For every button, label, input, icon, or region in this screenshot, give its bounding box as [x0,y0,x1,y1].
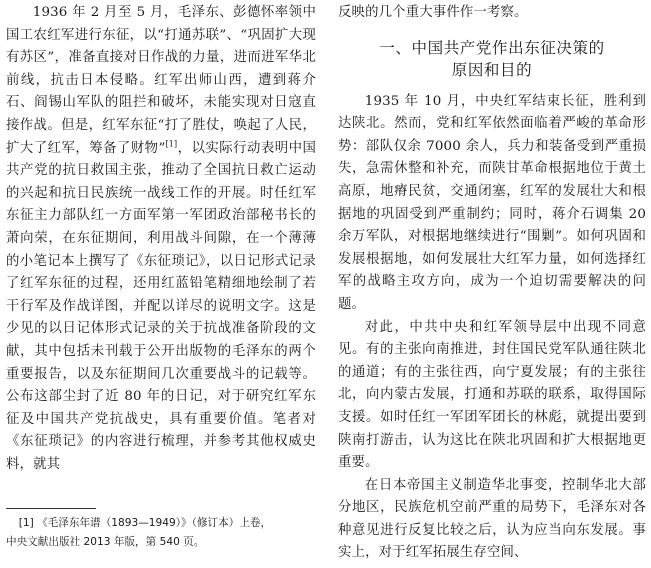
footnote-divider [6,508,96,509]
paragraph-intro-part1: 1936 年 2 月至 5 月，毛泽东、彭德怀率领中国工农红军进行东征，以“打通苏联”、“巩固扩大现有苏区”，准备直接对日作战的力量，进而进军华北前线，抗击日本侵略。红军出师山西，遭到蒋介石、阎锡山军队的阻拦和破坏，未能实现对日寇直接作战。但是，红军东征“打了胜仗，唤起了人民，扩大了红军，筹备了财物” [6,5,316,156]
section-heading-line1: 一、中国共产党作出东征决策的 [379,38,605,57]
paragraph-differing-opinions: 对此，中共中央和红军领导层中出现不同意见。有的主张向南推进，封住国民党军队通往陕北的通道；有的主张往西，向宁夏发展；有的主张往北，向内蒙古发展，打通和苏联的联系，取得国际支援。如时任红一军团军团长的林彪，就提出要到陕南打游击，认为这比在陕北巩固和扩大根据地更重要。 [338,319,646,471]
paragraph-long-march: 1935 年 10 月，中央红军结束长征，胜利到达陕北。然而，党和红军依然面临着严峻的革命形势：部队仅余 7000 余人，兵力和装备受到严重损失，急需休整和补充，而陕甘革命根据地位于黄土高原，地瘠民贫，交通闭塞，红军的发展壮大和根据地的巩固受到严重制约；同时，蒋介石调集 20 余万军队，对根据地继续进行“围剿”。如何巩固和发展根据地，如何发展壮大红军力量，如何选择红军的战略主攻方向，成为一个迫切需要解决的问题。 [338,93,646,312]
footnote-reference[interactable]: [1] [165,139,178,149]
section-heading-line2: 原因和目的 [451,60,533,79]
section-heading [338,37,646,81]
paragraph-intro-part2: ，以实际行动表明中国共产党的抗日救国主张，推动了全国抗日救亡运动的兴起和抗日民族统一战线工作的开展。时任红军东征主力部队红一方面军第一军团政治部秘书长的萧向荣，在东征期间，利用战斗间隙，在一个薄薄的小笔记本上撰写了《东征琐记》，以日记形式记录了红军东征的过程，还用红蓝铅笔精细地绘制了若干行军及作战详图，并配以详尽的说明文字。这是少见的以日记体形式记录的关于抗战准备阶段的文献，其中包括未刊载于公开出版物的毛泽东的两个重要报告，以及东征期间几次重要战斗的记载等。公布这部尘封了近 80 年的日记，对于研究红军东征及中国共产党抗战史，具有重要价值。笔者对《东征琐记》的内容进行梳理，并参考其他权威史料，就其 [6,140,316,472]
footnote-line2: 中央文献出版社 2013 年版，第 540 页。 [6,536,205,548]
footnote [6,514,318,552]
footnote-line1: [1] 《毛泽东年谱（1893—1949）》（修订本）上卷， [18,517,272,529]
paragraph-eastward-decision: 在日本帝国主义制造华北事变，控制华北大部分地区，民族危机空前严重的局势下，毛泽东对各种意见进行反复比较之后，认为应当向东发展。事实上，对于红军拓展生存空间、 [338,477,646,561]
paragraph-intro [6,2,316,476]
right-column [338,2,646,565]
paragraph-continuation: 反映的几个重大事件作一考察。 [338,5,528,20]
left-column [6,2,316,476]
